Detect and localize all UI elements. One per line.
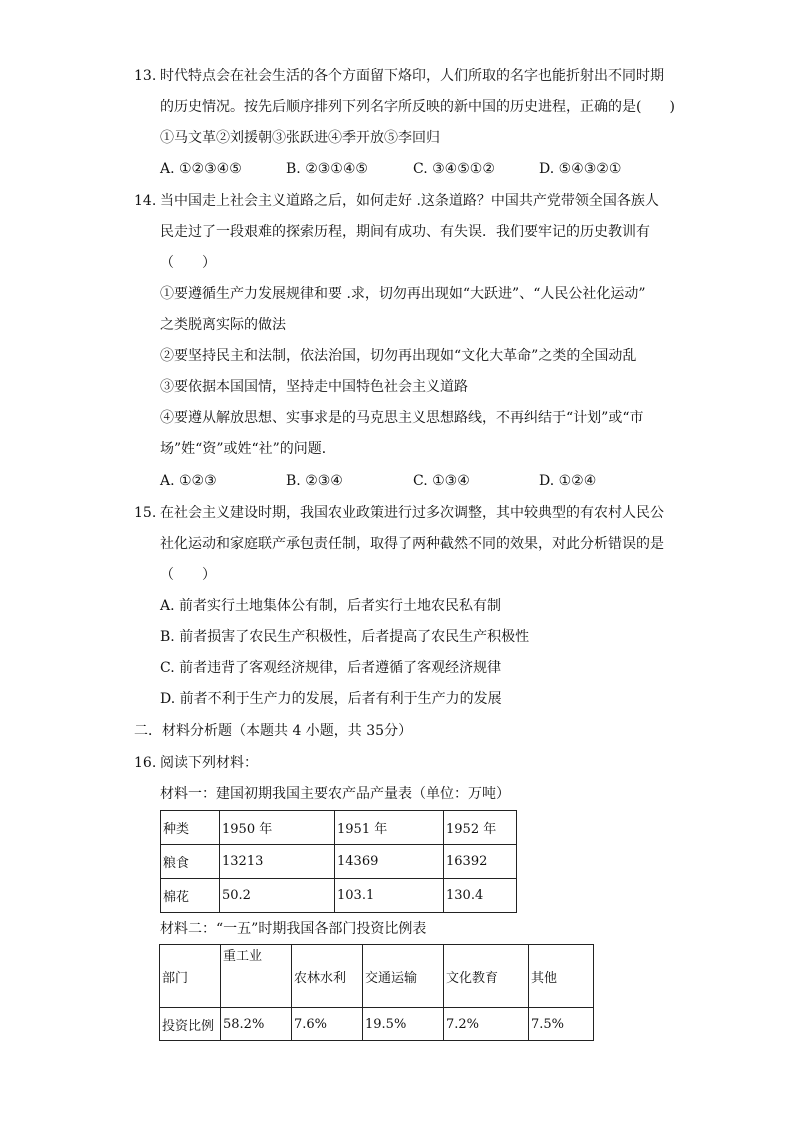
q15-option-a[interactable]: A. 前者实行土地集体公有制，后者实行土地农民私有制 xyxy=(160,598,502,614)
q14-item4-line1: ④要遵从解放思想、实事求是的马克思主义思想路线，不再纠结于“计划”或“市 xyxy=(160,410,644,426)
q13-stem-line2: 的历史情况。按先后顺序排列下列名字所反映的新中国的历史进程，正确的是( ) xyxy=(160,99,675,115)
table-cell: 19.5% xyxy=(363,1008,444,1041)
table-row xyxy=(160,945,594,1008)
q15-number: 15. xyxy=(134,505,157,521)
q14-item4-line2: 场”姓“资”或姓“社”的问题． xyxy=(160,441,336,457)
table-cell: 7.6% xyxy=(292,1008,363,1041)
table-cell: 16392 xyxy=(444,845,517,879)
section-2-heading: 二．材料分析题（本题共 4 小题，共 35分） xyxy=(134,723,413,739)
table-row xyxy=(161,811,517,845)
q14-stem-line1: 当中国走上社会主义道路之后，如何走好 .这条道路？中国共产党带领全国各族人 xyxy=(160,193,659,209)
table-cell: 130.4 xyxy=(444,879,517,913)
material-1-title: 材料一：建国初期我国主要农产品产量表（单位：万吨） xyxy=(160,786,510,802)
table-header-cell: 1952 年 xyxy=(444,811,517,845)
table-header-cell: 部门 xyxy=(160,945,221,1008)
q13-stem-line3: ①马文革②刘援朝③张跃进④季开放⑤李回归 xyxy=(160,130,440,146)
table-header-cell: 其他 xyxy=(529,945,594,1008)
q13-number: 13. xyxy=(134,68,157,84)
table-header-cell: 1951 年 xyxy=(335,811,444,845)
table-row xyxy=(161,879,517,913)
table-cell: 103.1 xyxy=(335,879,444,913)
table-row xyxy=(160,1008,594,1041)
table-cell: 粮食 xyxy=(161,845,220,879)
q14-item2: ②要坚持民主和法制，依法治国，切勿再出现如“文化大革命”之类的全国动乱 xyxy=(160,348,637,364)
q15-stem-line2: 社化运动和家庭联产承包责任制，取得了两种截然不同的效果，对此分析错误的是 xyxy=(160,536,664,552)
q13-option-a[interactable]: A. ①②③④⑤ xyxy=(160,161,242,177)
q13-stem-line1: 时代特点会在社会生活的各个方面留下烙印，人们所取的名字也能折射出不同时期 xyxy=(160,68,664,84)
q14-item1-line1: ①要遵循生产力发展规律和要 .求，切勿再出现如“大跃进”、“人民公社化运动” xyxy=(160,286,646,302)
table-cell: 14369 xyxy=(335,845,444,879)
table-cell: 50.2 xyxy=(220,879,335,913)
table-cell: 58.2% xyxy=(221,1008,292,1041)
q13-option-c[interactable]: C. ③④⑤①② xyxy=(413,161,495,177)
q15-option-b[interactable]: B. 前者损害了农民生产积极性，后者提高了农民生产积极性 xyxy=(160,629,530,645)
material-1-table xyxy=(160,810,517,913)
q15-option-c[interactable]: C. 前者违背了客观经济规律，后者遵循了客观经济规律 xyxy=(160,660,502,676)
table-cell: 7.2% xyxy=(444,1008,529,1041)
q14-number: 14. xyxy=(134,193,157,209)
q16-intro: 阅读下列材料： xyxy=(160,755,258,771)
table-header-cell: 种类 xyxy=(161,811,220,845)
q14-item3: ③要依据本国国情，坚持走中国特色社会主义道路 xyxy=(160,379,468,395)
table-header-cell: 文化教育 xyxy=(444,945,529,1008)
table-cell: 13213 xyxy=(220,845,335,879)
q14-option-d[interactable]: D. ①②④ xyxy=(539,473,597,489)
q13-option-d[interactable]: D. ⑤④③②① xyxy=(539,161,622,177)
table-cell: 7.5% xyxy=(529,1008,594,1041)
q14-stem-line3: （ ） xyxy=(160,255,216,271)
table-header-cell: 农林水利 xyxy=(292,945,363,1008)
table-cell: 棉花 xyxy=(161,879,220,913)
q15-stem-line1: 在社会主义建设时期，我国农业政策进行过多次调整，其中较典型的有农村人民公 xyxy=(160,505,664,521)
table-header-cell: 1950 年 xyxy=(220,811,335,845)
q14-option-c[interactable]: C. ①③④ xyxy=(413,473,470,489)
q13-option-b[interactable]: B. ②③①④⑤ xyxy=(286,161,368,177)
q16-number: 16. xyxy=(134,755,157,771)
material-2-title: 材料二：“一五”时期我国各部门投资比例表 xyxy=(160,921,427,937)
q15-option-d[interactable]: D. 前者不利于生产力的发展，后者有利于生产力的发展 xyxy=(160,691,502,707)
q14-item1-line2: 之类脱离实际的做法 xyxy=(160,317,286,333)
q14-option-a[interactable]: A. ①②③ xyxy=(160,473,217,489)
q14-option-b[interactable]: B. ②③④ xyxy=(286,473,343,489)
q14-stem-line2: 民走过了一段艰难的探索历程，期间有成功、有失误．我们要牢记的历史教训有 xyxy=(160,224,650,240)
q15-stem-line3: （ ） xyxy=(160,567,216,583)
table-header-cell: 重工业 xyxy=(221,945,292,1008)
table-row xyxy=(161,845,517,879)
table-cell: 投资比例 xyxy=(160,1008,221,1041)
material-2-table xyxy=(159,944,594,1041)
table-header-cell: 交通运输 xyxy=(363,945,444,1008)
